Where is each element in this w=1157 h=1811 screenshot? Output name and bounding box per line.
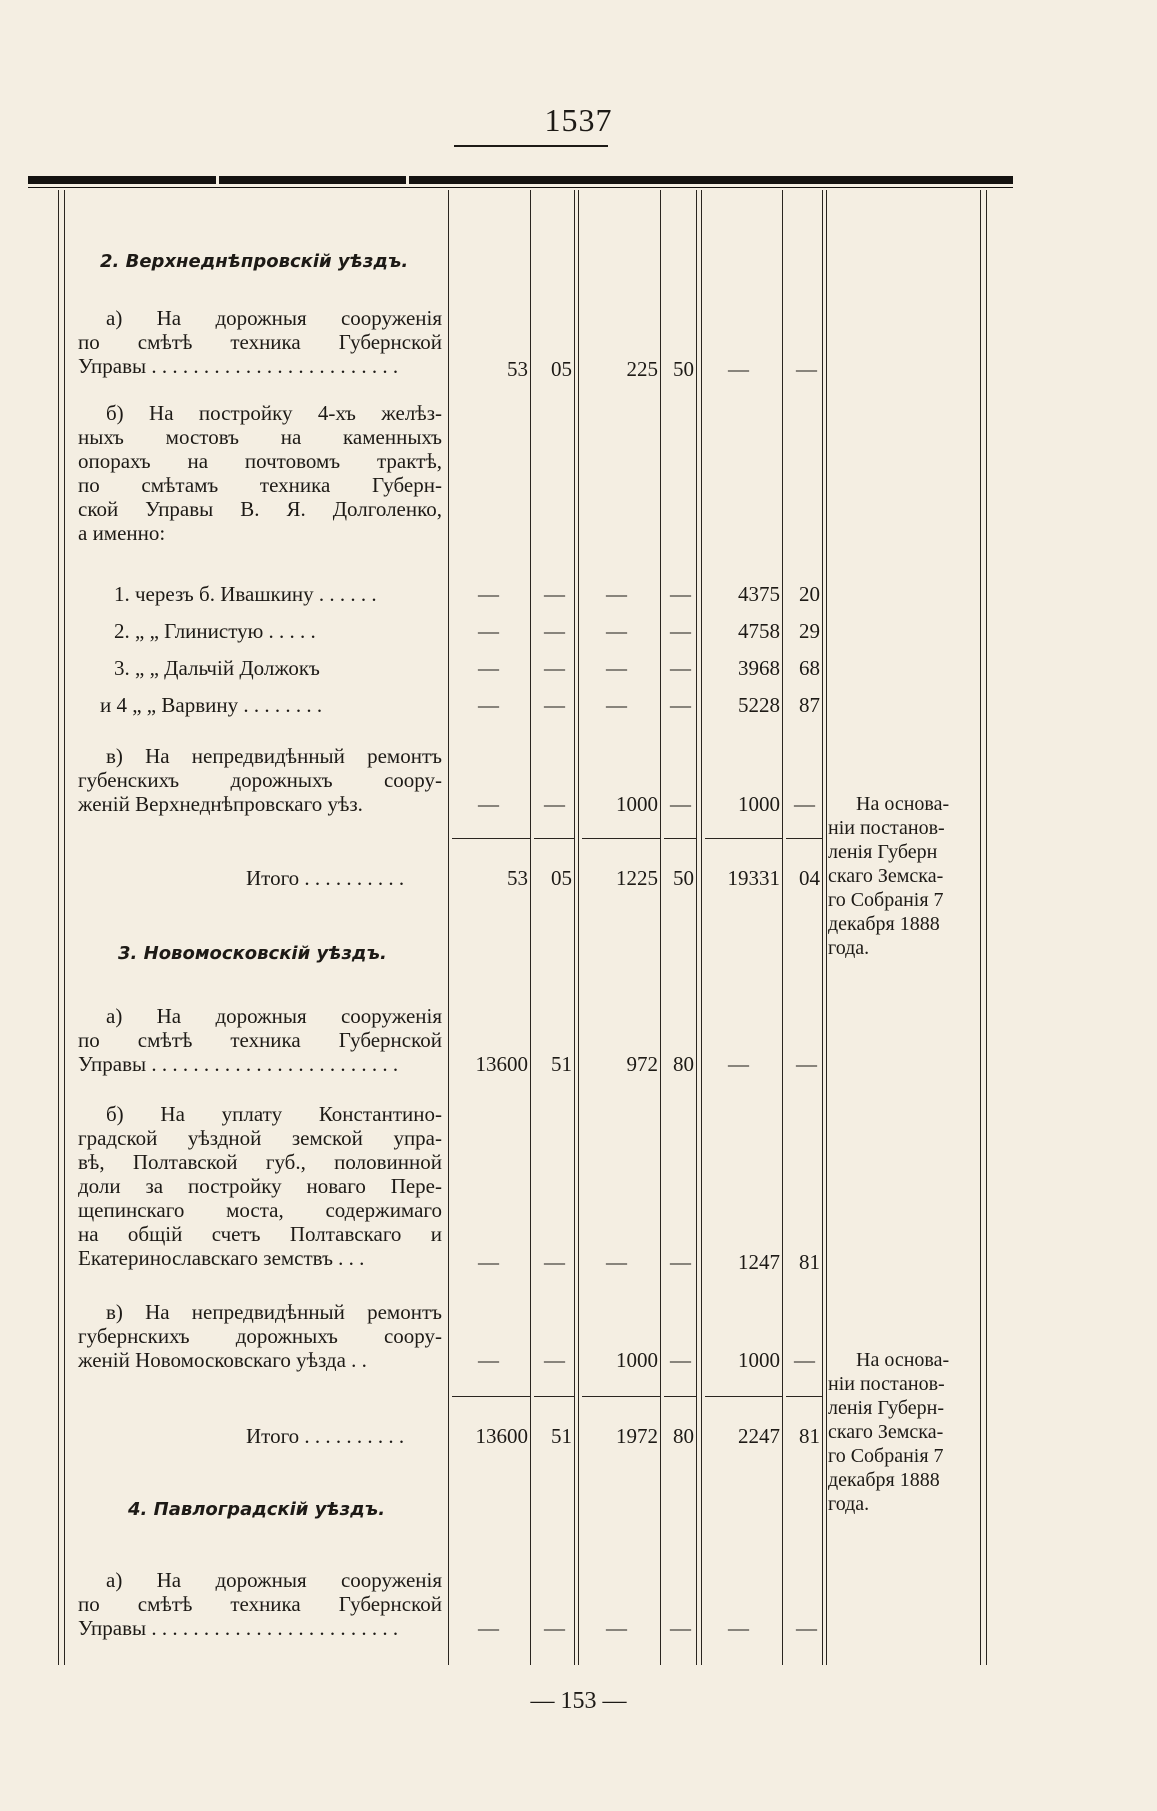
column-divider-6b (826, 190, 827, 1665)
text-line: по смѣтѣ техника Губернской (78, 1592, 442, 1616)
text-line: в) На непредвидѣнный ремонтъ (106, 1300, 442, 1324)
note-line: го Собранія 7 (828, 1445, 944, 1467)
column-divider-4b (701, 190, 702, 1665)
item-text (78, 1568, 442, 1640)
note-line: года. (828, 1493, 870, 1515)
text-line: б) На постройку 4-хъ желѣз- (106, 401, 442, 425)
text-line: женій Верхнеднѣпровскаго уѣз. (78, 792, 363, 816)
column-divider-label (448, 190, 449, 1665)
table-border-left (58, 190, 59, 1665)
total-rule (705, 1396, 782, 1397)
text-line: вѣ, Полтавской губ., половинной (78, 1150, 442, 1174)
note-line: На основа- (856, 1349, 950, 1371)
text-line: Управы . . . . . . . . . . . . . . . . . . . . . . . . (78, 1616, 399, 1640)
text-line: по смѣтѣ техника Губернской (78, 330, 442, 354)
text-line: в) На непредвидѣнный ремонтъ (106, 744, 442, 768)
header-thick-rule (28, 176, 1013, 184)
text-line: Управы . . . . . . . . . . . . . . . . . . . . . . . . (78, 1052, 399, 1076)
item-text (78, 744, 442, 816)
total-rule (534, 1396, 574, 1397)
note-line: ніи постанов- (828, 817, 945, 839)
section-heading: 2. Верхнеднѣпровскій уѣздъ. (100, 251, 409, 272)
total-rule (664, 838, 696, 839)
note-line: ленія Губерн- (828, 1397, 945, 1419)
text-line: б) На уплату Константино- (106, 1102, 442, 1126)
total-rule (786, 838, 822, 839)
text-line: по смѣтамъ техника Губерн- (78, 473, 442, 497)
text-line: опорахъ на почтовомъ трактѣ, (78, 449, 442, 473)
column-divider-6 (822, 190, 823, 1665)
item-text (78, 1102, 442, 1270)
text-line: губенскихъ дорожныхъ соору- (78, 768, 442, 792)
text-line: женій Новомосковскаго уѣзда . . (78, 1348, 367, 1372)
note-line: На основа- (856, 793, 950, 815)
total-rule (534, 838, 574, 839)
page-number-underline (454, 145, 608, 147)
total-rule (705, 838, 782, 839)
text-line: а) На дорожныя сооруженія (106, 1568, 442, 1592)
item-text (78, 306, 442, 378)
total-rule (452, 838, 530, 839)
item-text (78, 1300, 442, 1372)
text-line: доли за постройку новаго Пере- (78, 1174, 442, 1198)
note-line: декабря 1888 (828, 1469, 940, 1491)
table-border-left-inner (64, 190, 65, 1665)
note-line: года. (828, 937, 870, 959)
note-line: ніи постанов- (828, 1373, 945, 1395)
text-line: по смѣтѣ техника Губернской (78, 1028, 442, 1052)
text-line: а) На дорожныя сооруженія (106, 1004, 442, 1028)
page-footer: — 153 — (530, 1688, 627, 1714)
text-line: щепинскаго моста, содержимаго (78, 1198, 442, 1222)
total-rule (664, 1396, 696, 1397)
column-divider-5 (782, 190, 783, 1665)
text-line: ныхъ мостовъ на каменныхъ (78, 425, 442, 449)
text-line: а именно: (78, 521, 166, 545)
total-rule (452, 1396, 530, 1397)
text-line: Управы . . . . . . . . . . . . . . . . . . . . . . . . (78, 354, 399, 378)
total-rule (786, 1396, 822, 1397)
note-line: го Собранія 7 (828, 889, 944, 911)
text-line: губернскихъ дорожныхъ соору- (78, 1324, 442, 1348)
text-line: Екатеринославскаго земствъ . . . (78, 1246, 365, 1270)
text-line: ской Управы В. Я. Долголенко, (78, 497, 442, 521)
note-line: ленія Губерн (828, 841, 938, 863)
note-line: декабря 1888 (828, 913, 940, 935)
total-rule (582, 1396, 660, 1397)
header-thin-rule (28, 187, 1013, 188)
note-line: скаго Земска- (828, 865, 944, 887)
note (828, 792, 984, 960)
column-divider-4 (696, 190, 697, 1665)
note-line: скаго Земска- (828, 1421, 944, 1443)
column-divider-2 (574, 190, 575, 1665)
column-divider-1 (530, 190, 531, 1665)
section-heading: 4. Павлоградскій уѣздъ. (128, 1499, 386, 1520)
item-text (78, 1004, 442, 1076)
table-border-right-outer (986, 190, 987, 1665)
text-line: градской уѣздной земской упра- (78, 1126, 442, 1150)
text-line: а) На дорожныя сооруженія (106, 306, 442, 330)
total-rule (582, 838, 660, 839)
page-number: 1537 (544, 102, 613, 138)
note (828, 1348, 984, 1516)
column-divider-3 (660, 190, 661, 1665)
column-divider-2b (578, 190, 579, 1665)
item-text (78, 401, 442, 545)
text-line: на общій счетъ Полтавскаго и (78, 1222, 442, 1246)
section-heading: 3. Новомосковскій уѣздъ. (118, 943, 387, 964)
